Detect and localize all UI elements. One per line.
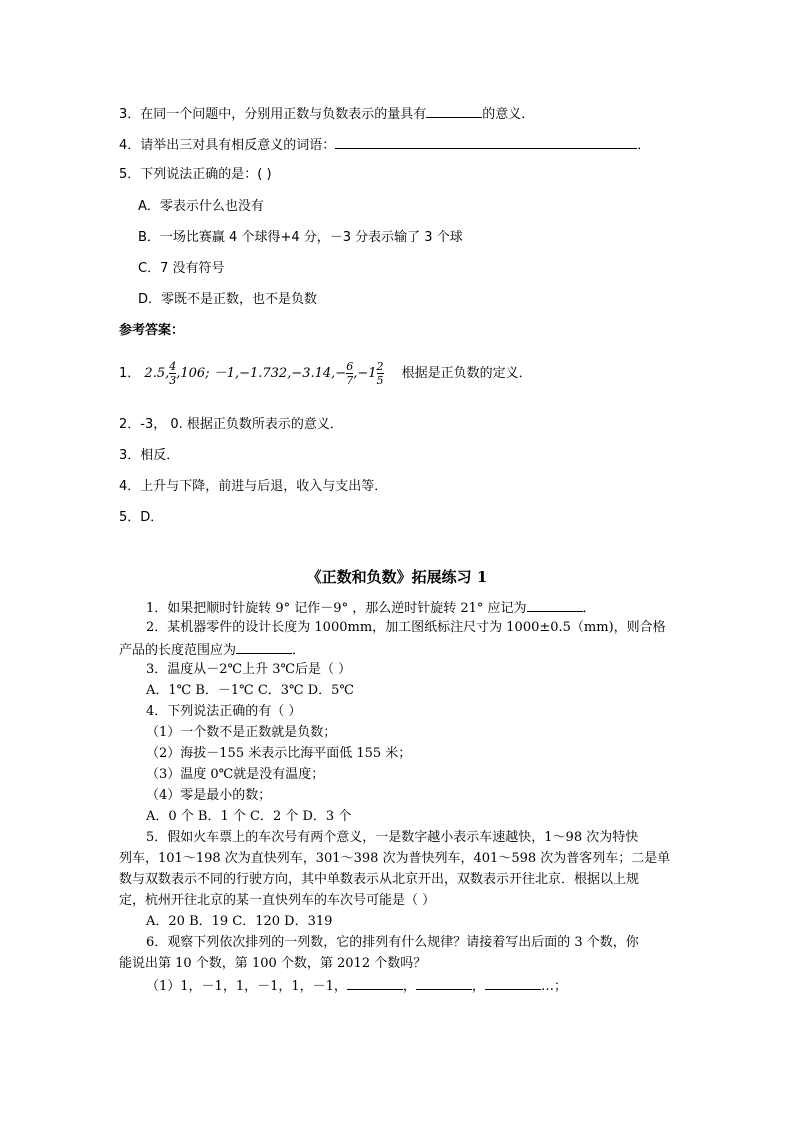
fraction: $\frac{4}{3}$ [169, 360, 177, 387]
ext-question-3: 3．温度从－2℃上升 3℃后是（ ） [146, 662, 352, 677]
ext-question-4-item2: （2）海拔－155 米表示比海平面低 155 米； [146, 746, 412, 761]
answer-2: 2．-3， 0. 根据正负数所表示的意义． [119, 417, 343, 432]
answer-blank [335, 135, 637, 149]
question-5: 5．下列说法正确的是：( ) [119, 167, 272, 182]
answer-blank [527, 598, 583, 612]
option-c: C．7 没有符号 [138, 261, 225, 276]
fraction: $\frac{6}{7}$ [346, 360, 354, 387]
ext-question-1: 1．如果把顺时针旋转 9° 记作－9° ，那么逆时针旋转 21° 应记为 ． [146, 598, 596, 618]
answer-blank [426, 104, 482, 118]
ext-question-2-cont: 产品的长度范围应为 ． [119, 640, 305, 660]
answer-blank [485, 976, 541, 990]
answer-blank [416, 976, 472, 990]
option-d: D．零既不是正数，也不是负数 [138, 292, 318, 307]
ext-question-6: 6．观察下列依次排列的一列数，它的排列有什么规律？请接着写出后面的 3 个数，你 [146, 935, 639, 950]
section-title: 《正数和负数》拓展练习 1 [306, 568, 488, 586]
option-a: A．零表示什么也没有 [138, 199, 264, 214]
ext-question-5: 5．假如火车票上的车次号有两个意义，一是数字越小表示车速越快，1～98 次为特快 [146, 830, 639, 845]
answers-heading: 参考答案： [119, 323, 185, 338]
answer-blank [347, 976, 403, 990]
ext-question-4-item1: （1）一个数不是正数就是负数； [146, 725, 337, 740]
ext-question-5-line4: 定，杭州开往北京的某一直快列车的车次号可能是（ ） [119, 893, 436, 908]
answer-5: 5．D． [119, 510, 164, 525]
ext-question-6-line2: 能说出第 10 个数，第 100 个数，第 2012 个数吗？ [119, 956, 427, 971]
ext-question-4-item3: （3）温度 0℃就是没有温度； [146, 767, 325, 782]
answer-4: 4．上升与下降，前进与后退，收入与支出等． [119, 479, 388, 494]
ext-question-4-item4: （4）零是最小的数； [146, 788, 272, 803]
ext-question-6-part1: （1）1，－1，1，－1，1，－1， ， ， …； [146, 976, 567, 996]
ext-question-5-line3: 数与双数表示不同的行驶方向，其中单数表示从北京开出，双数表示开往北京．根据以上规 [119, 872, 640, 887]
fraction: $\frac{2}{5}$ [376, 360, 384, 387]
answer-1: 1． 2.5, $\frac{4}{3}$ ,106; －1,−1.732,−3.14,− $\frac{6}{7}$ ,−1 $\frac{2}{5}$ 根据是正负数的定义． [119, 360, 532, 387]
ext-question-4-options: A．0 个 B．1 个 C．2 个 D．3 个 [146, 809, 352, 824]
answer-3: 3．相反． [119, 448, 180, 463]
ext-question-5-options: A．20 B．19 C．120 D．319 [146, 914, 333, 929]
question-3: 3．在同一个问题中，分别用正数与负数表示的量具有 的意义． [119, 104, 534, 124]
answer-blank [236, 640, 292, 654]
option-b: B．一场比赛赢 4 个球得+4 分，－3 分表示输了 3 个球 [138, 230, 463, 245]
ext-question-5-line2: 列车，101～198 次为直快列车，301～398 次为普快列车，401～598 次为普客列车；二是单 [119, 851, 671, 866]
ext-question-2: 2．某机器零件的设计长度为 1000mm，加工图纸标注尺寸为 1000±0.5（mm)，则合格 [146, 620, 666, 635]
ext-question-4: 4．下列说法正确的有（ ） [146, 704, 302, 719]
question-4: 4．请举出三对具有相反意义的词语： ． [119, 135, 650, 155]
ext-question-3-options: A．1℃ B．－1℃ C．3℃ D．5℃ [146, 683, 354, 698]
